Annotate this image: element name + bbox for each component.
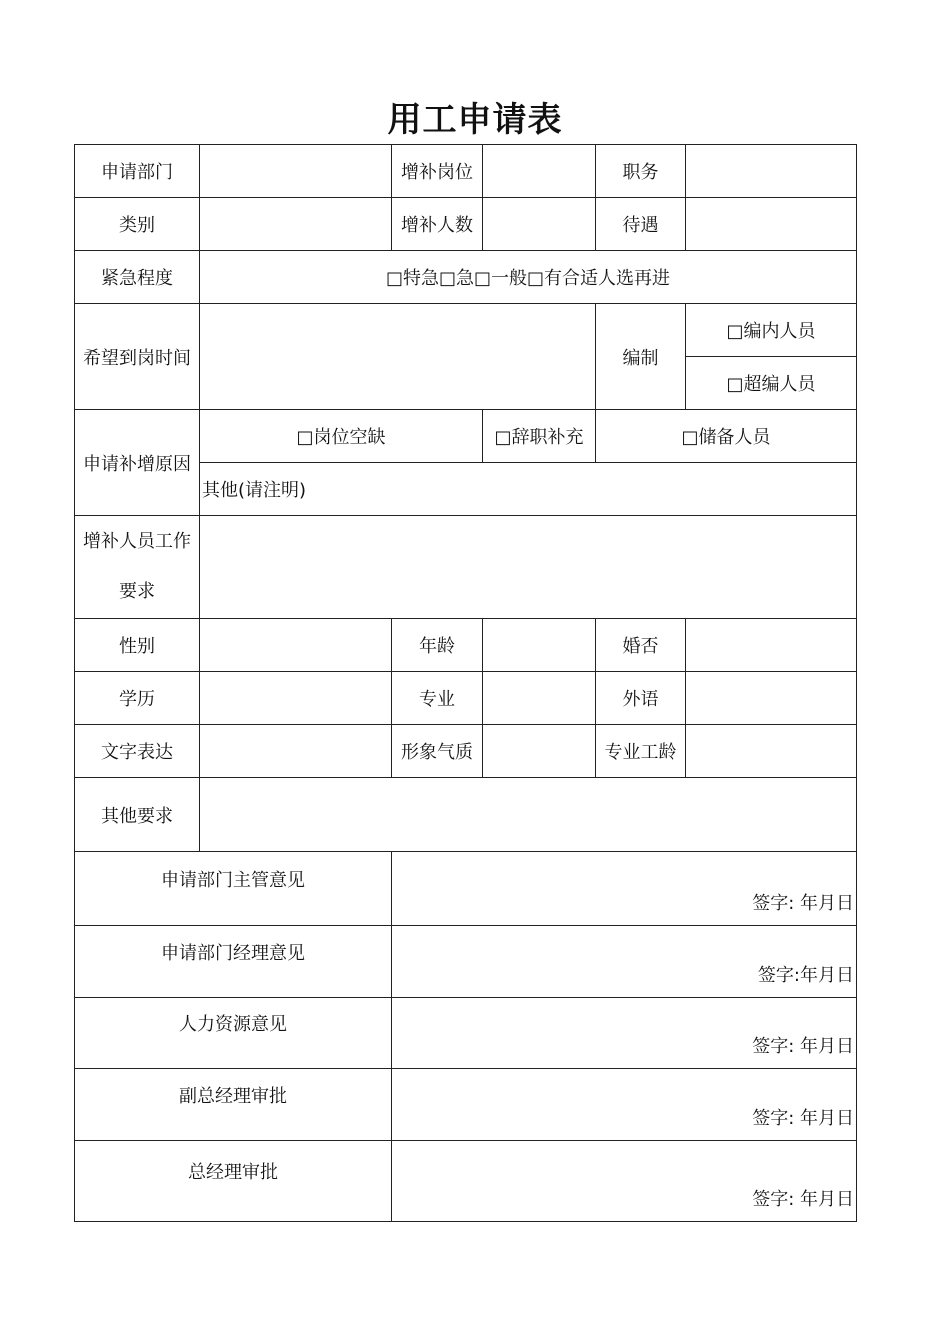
language-label: 外语 [596,672,686,725]
signature-date-text: 签字: 年月日 [752,1108,854,1129]
approval-field[interactable] [392,852,857,926]
table-row [75,778,857,852]
staffing-in-checkbox[interactable]: □编内人员 [686,304,857,357]
signature-date-text: 签字: 年月日 [752,893,854,914]
reason-reserve-checkbox[interactable]: □储备人员 [596,410,857,463]
writing-field[interactable] [200,725,392,778]
image-field[interactable] [483,725,596,778]
work-requirements-line2: 要求 [119,581,155,602]
work-requirements-field[interactable] [200,516,857,619]
staffing-over-checkbox[interactable]: □超编人员 [686,357,857,410]
approval-label [75,998,392,1069]
arrival-field[interactable] [200,304,596,410]
writing-label: 文字表达 [75,725,200,778]
approval-label-text: 人力资源意见 [179,1014,287,1035]
reason-label: 申请补增原因 [75,410,200,516]
signature-date-text: 签字:年月日 [757,965,854,986]
other-requirements-field[interactable] [200,778,857,852]
table-row [75,410,857,463]
dept-label: 申请部门 [75,145,200,198]
approval-row [75,1069,857,1141]
table-row [75,145,857,198]
major-label: 专业 [392,672,483,725]
form-title: 用工申请表 [387,100,563,140]
approval-row [75,998,857,1069]
approval-field[interactable] [392,1141,857,1222]
approval-field[interactable] [392,926,857,998]
table-row [75,198,857,251]
staffing-label: 编制 [596,304,686,410]
approval-label-text: 申请部门经理意见 [161,942,305,964]
approval-label [75,1069,392,1141]
approval-row [75,852,857,926]
category-field[interactable] [200,198,392,251]
education-label: 学历 [75,672,200,725]
approval-label-text: 总经理审批 [188,1162,278,1183]
headcount-label: 增补人数 [392,198,483,251]
category-label: 类别 [75,198,200,251]
gender-field[interactable] [200,619,392,672]
approval-label [75,926,392,998]
signature-date-text: 签字: 年月日 [752,1036,854,1057]
headcount-field[interactable] [483,198,596,251]
approval-field[interactable] [392,1069,857,1141]
reason-vacancy-checkbox[interactable]: □岗位空缺 [200,410,483,463]
urgency-options[interactable]: □特急□急□一般□有合适人选再进 [200,251,857,304]
approval-label-text: 申请部门主管意见 [161,869,305,891]
approval-row [75,1141,857,1222]
job-title-label: 职务 [596,145,686,198]
dept-field[interactable] [200,145,392,198]
table-row [75,251,857,304]
education-field[interactable] [200,672,392,725]
reason-resign-checkbox[interactable]: □辞职补充 [483,410,596,463]
major-field[interactable] [483,672,596,725]
position-field[interactable] [483,145,596,198]
approval-field[interactable] [392,998,857,1069]
pay-field[interactable] [686,198,857,251]
approval-row [75,926,857,998]
approval-label [75,852,392,926]
marital-field[interactable] [686,619,857,672]
pay-label: 待遇 [596,198,686,251]
approval-label-text: 副总经理审批 [179,1085,287,1107]
signature-date-text: 签字: 年月日 [752,1189,854,1210]
experience-label: 专业工龄 [596,725,686,778]
table-row [75,619,857,672]
image-label: 形象气质 [392,725,483,778]
job-title-field[interactable] [686,145,857,198]
experience-field[interactable] [686,725,857,778]
approval-label [75,1141,392,1222]
work-requirements-line1: 增补人员工作 [83,531,191,552]
age-label: 年龄 [392,619,483,672]
application-form-table [74,144,857,1222]
table-row [75,725,857,778]
other-requirements-label: 其他要求 [75,778,200,852]
position-label: 增补岗位 [392,145,483,198]
work-requirements-label [75,516,200,619]
reason-other-field[interactable]: 其他(请注明) [200,463,857,516]
gender-label: 性别 [75,619,200,672]
table-row [75,516,857,619]
table-row [75,304,857,357]
arrival-label: 希望到岗时间 [75,304,200,410]
language-field[interactable] [686,672,857,725]
urgency-label: 紧急程度 [75,251,200,304]
age-field[interactable] [483,619,596,672]
table-row [75,672,857,725]
marital-label: 婚否 [596,619,686,672]
